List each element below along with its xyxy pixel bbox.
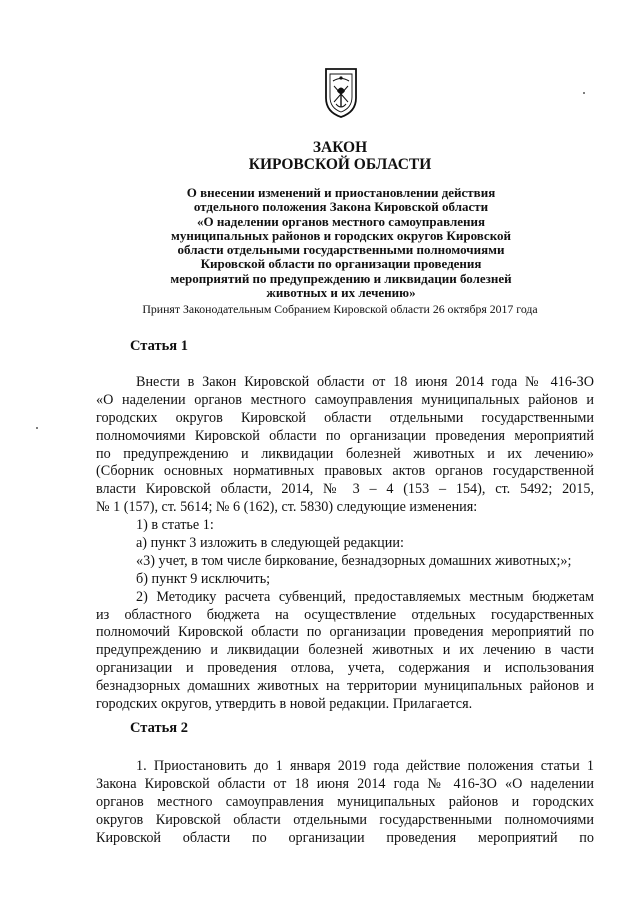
article-line: полномочиями Кировской области по организации проведения мероприятий	[96, 427, 594, 444]
article-line: б) пункт 9 исключить;	[136, 570, 271, 587]
subtitle-line: мероприятий по предупреждению и ликвидации болезней	[170, 270, 512, 286]
article-line: 1) в статье 1:	[136, 517, 214, 534]
subtitle-line: муниципальных районов и городских округов Кировской	[170, 227, 512, 243]
article-line: власти Кировской области, 2014, № 3 – 4 (153 – 154), ст. 5492; 2015,	[96, 481, 594, 498]
article-line: полномочий Кировской области по организации проведения мероприятий по	[96, 624, 594, 641]
subtitle-line: Кировской области по организации проведения	[200, 256, 482, 272]
article-1-heading: Статья 1	[130, 338, 188, 354]
article-2-heading: Статья 2	[130, 720, 188, 736]
subtitle-line: отдельного положения Закона Кировской области	[193, 199, 489, 215]
article-line: из областного бюджета на осуществление отдельных государственных	[96, 606, 594, 623]
article-line: «3) учет, в том числе биркование, безнадзорных домашних животных;»;	[136, 552, 572, 569]
article-line: городских округов, утвердить в новой редакции. Прилагается.	[96, 696, 473, 713]
adoption-note: Принят Законодательным Собранием Кировской области 26 октября 2017 года	[142, 302, 538, 316]
article-line: органов местного самоуправления муниципальных районов и городских	[96, 793, 594, 810]
article-line: Внести в Закон Кировской области от 18 июня 2014 года № 416-ЗО	[136, 374, 594, 390]
article-line: городских округов Кировской области отдельными государственными	[96, 409, 594, 426]
article-line: безнадзорных домашних животных на территории муниципальных районов и	[96, 678, 594, 695]
article-2-body	[96, 758, 594, 847]
subtitle-line: животных и их лечению»	[266, 285, 416, 301]
coat-of-arms-icon	[321, 66, 361, 120]
law-title: ЗАКОН	[312, 139, 368, 156]
subtitle-line: О внесении изменений и приостановлении действия	[186, 185, 496, 200]
region-title: КИРОВСКОЙ ОБЛАСТИ	[248, 156, 432, 173]
scan-speck	[583, 92, 585, 94]
article-line: а) пункт 3 изложить в следующей редакции:	[136, 535, 404, 552]
subtitle-line: «О наделении органов местного самоуправления	[196, 213, 486, 229]
article-line: (Сборник основных нормативных правовых актов органов государственной	[96, 463, 594, 480]
scan-speck	[36, 427, 38, 429]
law-subtitle	[128, 186, 554, 300]
subtitle-line: области отдельными государственными полномочиями	[177, 242, 505, 258]
article-line: 2) Методику расчета субвенций, предоставляемых местным бюджетам	[136, 588, 594, 605]
article-line: Кировской области по организации проведения мероприятий по	[96, 829, 594, 846]
article-line: 1. Приостановить до 1 января 2019 года действие положения статьи 1	[136, 758, 594, 774]
article-line: Закона Кировской области от 18 июня 2014 года № 416-ЗО «О наделении	[96, 775, 594, 792]
article-line: округов Кировской области отдельными государственными полномочиями	[96, 811, 594, 828]
article-line: предупреждению и ликвидации болезней животных и их лечению в части	[96, 642, 594, 659]
article-1-body	[96, 374, 594, 714]
article-line: организации и проведения отлова, учета, содержания и использования	[96, 660, 594, 677]
article-line: по предупреждению и ликвидации болезней животных и их лечению»	[96, 445, 594, 462]
article-line: «О наделении органов местного самоуправления муниципальных районов и	[96, 391, 594, 408]
article-line: № 1 (157), ст. 5614; № 6 (162), ст. 5830) следующие изменения:	[96, 499, 478, 516]
